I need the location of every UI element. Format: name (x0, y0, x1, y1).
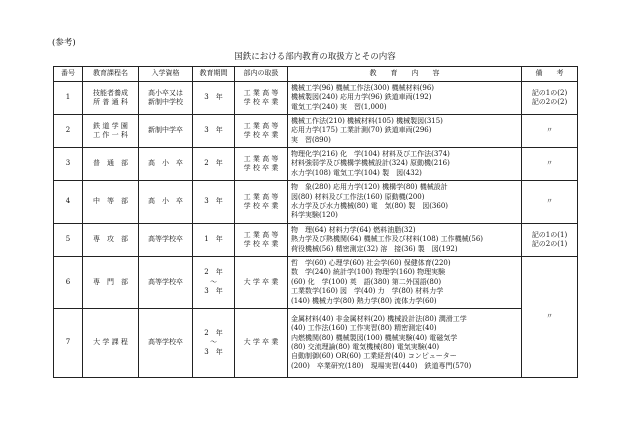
row-number-line: 2 (65, 126, 71, 135)
education-content (288, 224, 522, 257)
remarks-line: 記の1の(1) (531, 230, 568, 239)
row-number (54, 181, 83, 224)
remarks (522, 115, 578, 148)
education-content-line: 物理化学(216) 化 学(104) 材料及び工作法(374) (291, 149, 450, 158)
education-period (193, 257, 235, 309)
internal-treatment-line: 学 校 卒 業 (243, 131, 279, 139)
entrance-qualification (139, 257, 193, 309)
row-number-line: 5 (65, 235, 71, 244)
education-content-line: 内燃機関(80) 機械製図(100) 機械実験(40) 電磁気学 (291, 333, 458, 342)
header-course: 教育課程名 (83, 67, 139, 82)
education-content-line: 物 象(280) 応用力学(120) 機構学(80) 機械設計 (291, 183, 448, 192)
education-period-line: 3 年 (204, 347, 223, 356)
row-number (54, 82, 83, 115)
row-number (54, 224, 83, 257)
course-name (83, 82, 139, 115)
internal-treatment-line: 大 学 卒 業 (243, 338, 279, 347)
education-content-line: 金属材料(40) 非金属材料(20) 機械設計法(80) 潤滑工学 (291, 314, 467, 323)
course-name-line: 中 等 部 (93, 197, 128, 206)
remarks-line: 〃 (546, 197, 553, 206)
entrance-qualification-line: 高 小 卒 (148, 159, 183, 168)
education-content (288, 257, 522, 309)
education-content-line: 物 理(64) 材料力学(64) 燃料油脂(32) (291, 225, 416, 234)
education-table (53, 66, 578, 378)
entrance-qualification-line: 高小卒又は (148, 88, 183, 97)
education-content-line: 哲 学(60) 心理学(60) 社会学(60) 保健体育(220) (291, 258, 451, 267)
entrance-qualification (139, 82, 193, 115)
education-content-line: (60) 化 学(100) 英 語(380) 第二外国語(80) (291, 277, 442, 286)
internal-treatment-line: 工 業 高 等 (243, 230, 279, 239)
header-row (54, 67, 578, 82)
education-content-line: 電気工学(240) 実 習(1,000) (291, 102, 387, 111)
row-number-line: 6 (65, 277, 71, 286)
remarks (522, 148, 578, 181)
header-content: 教 育 内 容 (288, 67, 522, 82)
education-content (288, 115, 522, 148)
internal-treatment (235, 148, 288, 181)
course-name (83, 115, 139, 148)
remarks-line: 記の2の(2) (531, 98, 568, 106)
table-row (54, 148, 578, 181)
education-period (193, 115, 235, 148)
education-content-line: 機械製図(240) 応用力学(96) 鉄道車両(192) (291, 93, 432, 102)
education-content-line: 自動制御(60) OR(60) 工業経営(40) コンピューター (291, 352, 457, 361)
course-name (83, 224, 139, 257)
entrance-qualification-line: 高 小 卒 (148, 197, 183, 206)
internal-treatment-line: 工 業 高 等 (243, 154, 279, 163)
row-number-line: 3 (65, 159, 71, 168)
entrance-qualification (139, 181, 193, 224)
table-row (54, 115, 578, 148)
table-row (54, 309, 578, 378)
education-content-line: 荷役機械(56) 精密測定(32) 溶 接(36) 製 図(192) (291, 244, 458, 253)
header-remarks: 備 考 (522, 67, 578, 82)
education-content-line: 応用力学(175) 工業計測(70) 鉄道車両(296) (291, 126, 432, 135)
table-row (54, 181, 578, 224)
education-period-line: 1 年 (204, 235, 223, 244)
education-period-line: 3 年 (204, 126, 223, 135)
table-row (54, 82, 578, 115)
education-period (193, 82, 235, 115)
row-number (54, 309, 83, 378)
course-name-line: 技能者養成 (93, 88, 128, 97)
entrance-qualification (139, 115, 193, 148)
header-treatment: 部内の取扱 (235, 67, 288, 82)
remarks-line: 〃 (546, 126, 553, 135)
education-content-line: (80) 交流理論(80) 電気機械(80) 電気実験(40) (291, 343, 440, 351)
header-period: 教育期間 (193, 67, 235, 82)
education-period (193, 309, 235, 378)
remarks-merged: 〃 (522, 257, 578, 378)
entrance-qualification (139, 309, 193, 378)
internal-treatment-line: 大 学 卒 業 (243, 277, 279, 286)
education-content-line: 水力学(108) 電気工学(104) 製 図(432) (291, 168, 422, 177)
row-number (54, 115, 83, 148)
remarks-line: 記の2の(1) (531, 240, 568, 248)
page-title: 国鉄における部内教育の取扱方とその内容 (234, 52, 396, 62)
internal-treatment (235, 181, 288, 224)
course-name-line: 工 作 一 科 (93, 131, 128, 139)
education-content-line: 図(80) 材料及び工作法(160) 原動機(200) (291, 192, 425, 201)
course-name (83, 257, 139, 309)
internal-treatment-line: 学 校 卒 業 (243, 98, 279, 106)
course-name (83, 309, 139, 378)
education-content-line: 科学実験(120) (291, 211, 338, 220)
internal-treatment (235, 115, 288, 148)
row-number (54, 257, 83, 309)
entrance-qualification-line: 高等学校卒 (148, 277, 183, 286)
education-content-line: 水力学及び水力機械(80) 電 気(80) 製 図(360) (291, 202, 449, 210)
remarks (522, 82, 578, 115)
header-qualification: 入学資格 (139, 67, 193, 82)
internal-treatment (235, 309, 288, 378)
education-content (288, 148, 522, 181)
education-content-line: 機械工学(96) 機械工作法(300) 機械材料(96) (291, 83, 435, 92)
course-name (83, 148, 139, 181)
internal-treatment-line: 工 業 高 等 (243, 88, 279, 97)
reference-note: (参考) (52, 38, 76, 48)
course-name-line: 専 門 部 (93, 277, 128, 286)
internal-treatment-line: 工 業 高 等 (243, 121, 279, 130)
remarks (522, 181, 578, 224)
course-name-line: 大 学 課 程 (93, 338, 128, 347)
internal-treatment (235, 257, 288, 309)
education-content (288, 181, 522, 224)
remarks-line: 〃 (546, 159, 553, 168)
education-content-line: 数 学(240) 統計学(100) 物理学(160) 物理実験 (291, 268, 446, 277)
course-name-line: 鉄 道 学 園 (93, 121, 128, 130)
education-period-line: 3 年 (204, 287, 223, 296)
education-period-line: 3 年 (204, 93, 223, 102)
internal-treatment (235, 224, 288, 257)
row-number-line: 4 (65, 197, 71, 206)
education-period-line: 2 年 (204, 268, 223, 277)
entrance-qualification-line: 高等学校卒 (148, 235, 183, 244)
row-number-line: 7 (65, 338, 71, 347)
education-content-line: 工業数学(160) 図 学(40) 力 学(80) 材料力学 (291, 287, 444, 296)
entrance-qualification-line: 新制中学卒 (148, 126, 183, 135)
internal-treatment (235, 82, 288, 115)
education-period-line: 〜 (210, 338, 217, 347)
remarks-line: 記の1の(2) (531, 88, 568, 97)
education-content (288, 82, 522, 115)
education-period-line: 〜 (210, 277, 217, 286)
internal-treatment-line: 工 業 高 等 (243, 192, 279, 201)
entrance-qualification-line: 新制中学校 (148, 98, 183, 106)
entrance-qualification (139, 224, 193, 257)
education-period-line: 2 年 (204, 159, 223, 168)
entrance-qualification (139, 148, 193, 181)
education-content-line: (140) 機械力学(80) 熱力学(80) 流体力学(60) (291, 296, 437, 305)
internal-treatment-line: 学 校 卒 業 (243, 240, 279, 248)
remarks (522, 224, 578, 257)
education-content-line: 熱力学及び熱機関(64) 機械工作及び材料(108) 工作機械(56) (291, 235, 484, 244)
education-period-line: 2 年 (204, 328, 223, 337)
education-period (193, 224, 235, 257)
table-row (54, 257, 578, 309)
education-content-line: (40) 工作法(160) 工作実習(80) 精密測定(40) (291, 324, 437, 333)
course-name-line: 専 攻 部 (93, 235, 128, 244)
education-content (288, 309, 522, 378)
course-name-line: 所 普 通 科 (93, 98, 128, 106)
education-period (193, 181, 235, 224)
entrance-qualification-line: 高等学校卒 (148, 338, 183, 347)
education-period-line: 3 年 (204, 197, 223, 206)
table-row (54, 224, 578, 257)
row-number (54, 148, 83, 181)
education-content-line: 機械工作法(210) 機械材料(105) 機械製図(315) (291, 116, 443, 125)
education-content-line: (200) 卒業研究(180) 現場実習(440) 鉄道専門(570) (291, 361, 472, 370)
course-name (83, 181, 139, 224)
internal-treatment-line: 学 校 卒 業 (243, 202, 279, 210)
education-content-line: 実 習(890) (291, 135, 331, 144)
row-number-line: 1 (65, 93, 71, 102)
education-content-line: 材料強弱学及び機構学機械設計(324) 原動機(216) (291, 159, 450, 168)
internal-treatment-line: 学 校 卒 業 (243, 164, 279, 172)
education-period (193, 148, 235, 181)
header-no: 番号 (54, 67, 83, 82)
course-name-line: 普 通 部 (93, 159, 128, 168)
